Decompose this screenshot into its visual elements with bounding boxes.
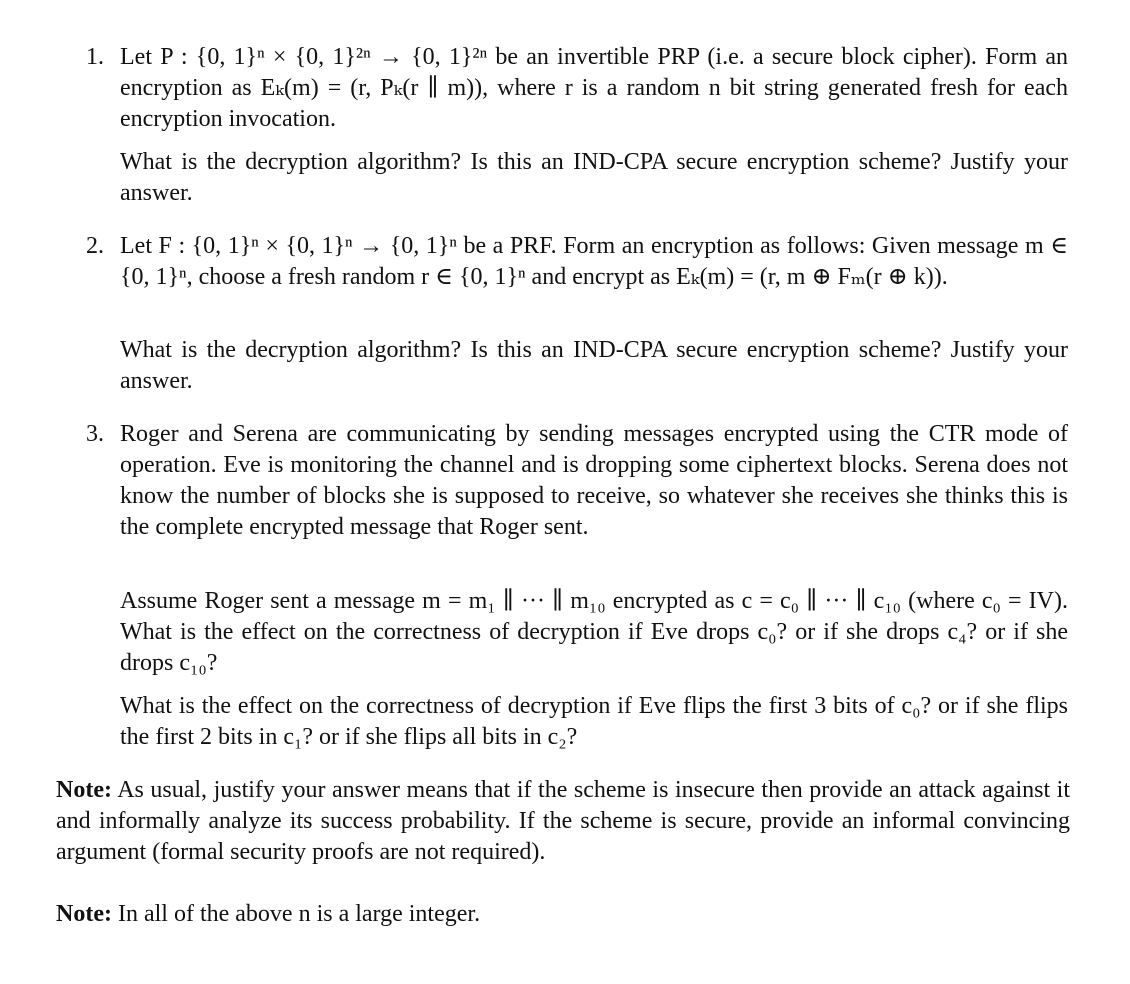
note-text: In all of the above n is a large integer. [117,901,481,927]
note-justify [56,775,1070,868]
problem-question: Assume Roger sent a message m = m₁ ∥ ··· ∥ m₁₀ encrypted as c = c₀ ∥ ··· ∥ c₁₀ (where c₀ = IV). What is the effect on the correctness of decryption if Eve drops c₀? or if she drops c₄? or if she drops c₁₀? [120,588,1068,676]
problem-number: 2. [86,233,104,259]
note-label: Note: [56,901,112,927]
problem-statement: Roger and Serena are communicating by sending messages encrypted using the CTR mode of operation. Eve is monitoring the channel and is dropping some ciphertext blocks. Serena does not know the number of blocks she is supposed to receive, so whatever she receives she thinks this is the complete encrypted message that Roger sent. [120,421,1068,540]
problem-question: What is the effect on the correctness of decryption if Eve flips the first 3 bits of c₀? or if she flips the first 2 bits in c₁? or if she flips all bits in c₂? [120,693,1068,750]
note-n [56,899,1070,930]
problem-statement: Let F : {0, 1}ⁿ × {0, 1}ⁿ → {0, 1}ⁿ be a PRF. Form an encryption as follows: Given message m ∈ {0, 1}ⁿ, choose a fresh random r ∈ {0, 1}ⁿ and encrypt as Eₖ(m) = (r, m ⊕ Fₘ(r ⊕ k)). [120,233,1068,290]
problem-question: What is the decryption algorithm? Is this an IND-CPA secure encryption scheme? Justify your answer. [120,337,1068,394]
problem-question: What is the decryption algorithm? Is this an IND-CPA secure encryption scheme? Justify your answer. [120,149,1068,206]
problem-number: 1. [86,44,104,70]
note-text: As usual, justify your answer means that if the scheme is insecure then provide an attack against it and informally analyze its success probability. If the scheme is secure, provide an informal convincing argument (formal security proofs are not required). [56,777,1070,865]
problem-statement: Let P : {0, 1}ⁿ × {0, 1}²ⁿ → {0, 1}²ⁿ be an invertible PRP (i.e. a secure block cipher). Form an encryption as Eₖ(m) = (r, Pₖ(r ∥ m)), where r is a random n bit string generated fresh for each encryption invocation. [120,44,1068,132]
note-label: Note: [56,777,112,803]
problem-number: 3. [86,421,104,447]
